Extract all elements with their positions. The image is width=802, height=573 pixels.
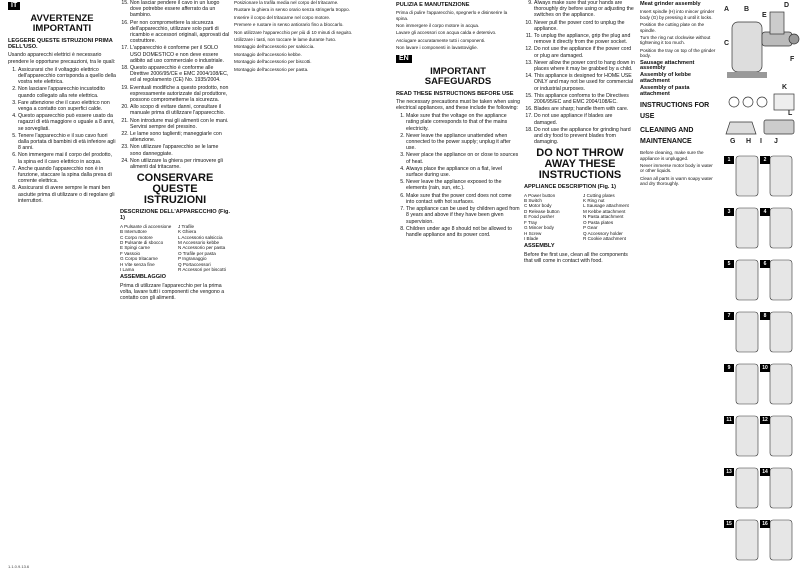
figure-letter: F [790, 56, 795, 63]
part-item: F Vassoio [120, 250, 141, 256]
paragraph-heading: Meat grinder assembly [640, 1, 701, 7]
safety-list-it [8, 67, 116, 204]
paragraph: Utilizzare i tasti, non toccare le lame durante l'uso. [234, 37, 337, 43]
part-item: O Pasta plates [583, 219, 614, 225]
paragraph: Position the cutting plate on the spindle. [640, 22, 705, 33]
intro-it: Usando apparecchi elettrici è necessario prendere le opportune precauzioni, tra le quali: [8, 52, 116, 65]
part-item: B Switch [524, 198, 542, 204]
list-item: 6. Make sure that the power cord does not come into contact with hot surfaces. [406, 193, 520, 205]
figures-panel [722, 0, 800, 573]
safety-list-en [396, 113, 520, 238]
part-item: H Screw [524, 230, 542, 236]
list-item: 5. Tenere l'apparecchio e il suo cavo fuori dalla portata di bambini di età inferiore agli 8 anni. [18, 133, 116, 152]
paragraph: Premere e ruotare in senso antiorario fino a bloccarlo. [234, 22, 344, 28]
subtitle-it: LEGGERE QUESTE ISTRUZIONI PRIMA DELL'USO. [8, 38, 113, 51]
list-item: 21. Non introdurre mai gli alimenti con le mani. Servirsi sempre del pressino. [130, 118, 230, 130]
assembly-text-it: Prima di utilizzare l'apparecchio per la prima volta, lavare tutti i componenti che vengono a contatto con gli alimenti. [120, 282, 225, 301]
part-item: N Pasta attachment [583, 214, 624, 220]
cleaning-title-it: PULIZIA E MANUTENZIONE [396, 2, 470, 8]
section-title-en: DO NOT THROW AWAY THESE INSTRUCTIONS [536, 147, 624, 182]
paragraph-heading: Assembly of kebbe attachment [640, 72, 691, 84]
paragraph: Asciugare accuratamente tutti i componenti. [396, 37, 486, 43]
part-item: M Accessorio kebbe [178, 239, 220, 245]
figure-number: 9 [724, 364, 734, 372]
list-item: 7. The appliance can be used by children aged from 8 years and above if they have been given supervision. [406, 206, 520, 225]
part-item: L Sausage attachment [583, 203, 629, 209]
part-item: R Cookie attachment [583, 235, 626, 241]
section-title-it: CONSERVARE QUESTE ISTRUZIONI [136, 172, 214, 207]
figure-letter: H [746, 138, 752, 145]
figure-number: 2 [760, 156, 770, 164]
list-item: 12. Do not use the appliance if the power cord or plug are damaged. [534, 46, 636, 58]
paragraph: Turn the ring nut clockwise without tightening it too much. [640, 35, 711, 46]
paragraph: Lavare gli accessori con acqua calda e detersivo. [396, 30, 497, 36]
parts-list-it [120, 224, 230, 273]
list-item: 24. Non utilizzare la ghiera per rimuovere gli alimenti dal tritacarne. [130, 158, 230, 170]
part-item: K Ghiera [178, 229, 197, 235]
list-item: 8. Assicurarsi di avere sempre le mani ben asciutte prima di utilizzare o di regolare gli interruttori. [18, 185, 116, 204]
list-item: 2. Never leave the appliance unattended when connected to the power supply; unplug it after use. [406, 133, 520, 152]
list-item: 4. Questo apparecchio può essere usato da ragazzi di età maggiore o uguale a 8 anni, se sorvegliati. [18, 113, 116, 132]
column-en-2 [524, 0, 636, 573]
part-item: G Corpo tritacarne [120, 256, 158, 262]
list-item: 5. Never leave the appliance exposed to the elements (rain, sun, etc.). [406, 179, 520, 191]
list-item: 15. This appliance conforms to the Directives 2006/95/EC and EMC 2004/108/EC. [534, 93, 636, 105]
list-item: 8. Children under age 8 should not be allowed to handle appliance and its power cord. [406, 226, 520, 238]
list-item: 14. This appliance is designed for HOME USE ONLY and may not be used for commercial or industrial purposes. [534, 73, 636, 92]
list-item: 15. Non lasciar pendere il cavo in un luogo dove potrebbe essere afferrato da un bambino. [130, 0, 230, 19]
paragraph-heading: Sausage attachment assembly [640, 59, 695, 72]
figure-letter: A [724, 6, 730, 13]
list-item: 3. Never place the appliance on or close to sources of heat. [406, 152, 520, 164]
figure-letter: E [762, 12, 767, 19]
part-item: I Blade [524, 235, 539, 241]
part-item: G Mincer body [524, 225, 554, 231]
paragraph: Non utilizzare l'apparecchio per più di 10 minuti di seguito. [234, 29, 353, 35]
paragraph: Montaggio dell'accessorio per pasta. [234, 66, 309, 72]
paragraph: Insert spindle (H) into mincer grinder body (G) by pressing it until it locks. [640, 9, 715, 20]
figure-letter: I [760, 138, 762, 145]
figure-number: 13 [724, 468, 734, 476]
list-item: 23. Non utilizzare l'apparecchio se le lame sono danneggiate. [130, 144, 230, 156]
list-item: 20. Allo scopo di evitare danni, consultare il manuale prima di utilizzare l'apparecchio. [130, 104, 230, 116]
list-item: 16. Blades are sharp; handle them with care. [534, 106, 636, 112]
part-item: I Lama [120, 266, 135, 272]
list-item: 9. Always make sure that your hands are thoroughly dry before using or adjusting the switches on the appliance. [534, 0, 636, 19]
list-item: 4. Always place the appliance on a flat, level surface during use. [406, 166, 520, 178]
part-item: H Vite senza fine [120, 261, 155, 267]
figure-number: 3 [724, 208, 734, 216]
paragraph: Montaggio dell'accessorio per biscotti. [234, 59, 312, 65]
list-item: 16. Per non compromettere la sicurezza dell'apparecchio, utilizzare solo parti di ricambio e accessori originali, approvati dal costruttore. [130, 20, 230, 45]
column-it-en [396, 0, 520, 573]
paragraph: Never immerse motor body in water or other liquids. [640, 162, 713, 174]
title-en: IMPORTANT SAFEGUARDS [424, 65, 492, 87]
figure-letter: G [730, 138, 736, 145]
paragraph: Posizionare la trafila media nel corpo del tritacarne. [234, 0, 339, 5]
part-item: F Tray [524, 219, 538, 225]
list-item: 7. Anche quando l'apparecchio non è in funzione, staccare la spina dalla presa di corrente elettrica. [18, 166, 116, 185]
intro-en: The necessary precautions must be taken when using electrical appliances, and these include the following: [396, 98, 520, 112]
list-item: 17. L'apparecchio è conforme per il SOLO USO DOMESTICO e non deve essere adibito ad uso commerciale o industriale. [130, 45, 230, 64]
figure-number: 5 [724, 260, 734, 268]
list-item: 18. Do not use the appliance for grinding hard and dry food to prevent blades from damaging. [534, 127, 636, 146]
language-tab-it: IT [8, 2, 20, 10]
list-item: 10. Never pull the power cord to unplug the appliance. [534, 20, 636, 32]
paragraph-heading: Assembly of pasta attachment [640, 85, 690, 97]
list-item: 19. Eventuali modifiche a questo prodotto, non espressamente autorizzate dal produttore, possono comprometterne la sicurezza. [130, 85, 230, 104]
part-item: J Trafile [178, 223, 195, 229]
meat-grinder-diagram [722, 2, 800, 152]
assembly-title-it: ASSEMBLAGGIO [120, 274, 166, 281]
paragraph: Montaggio dell'accessorio per salsiccia. [234, 44, 315, 50]
list-item: 2. Non lasciare l'apparecchio incustodito quando collegato alla rete elettrica. [18, 86, 116, 98]
part-item: A Power button [524, 192, 556, 198]
list-item: 3. Fare attenzione che il cavo elettrico non venga a contatto con superfici calde. [18, 100, 116, 112]
list-item: 18. Questo apparecchio è conforme alle Direttive 2006/95/CE e EMC 2004/108/EC, ed al regolamento (CE) No. 1935/2004. [130, 65, 230, 84]
part-item: C Motor body [524, 203, 552, 209]
section-title: INSTRUCTIONS FOR USE [640, 102, 710, 121]
list-item: 1. Make sure that the voltage on the appliance rating plate corresponds to that of the mains electricity. [406, 113, 520, 132]
paragraph: Before cleaning, make sure the appliance is unplugged. [640, 150, 704, 161]
part-item: P Gear [583, 225, 598, 231]
paragraph: Ruotare la ghiera in senso orario senza stringerla troppo. [234, 7, 350, 13]
column-it-3 [234, 0, 392, 573]
part-item: O Trafile per pasta [178, 250, 216, 256]
figure-number: 1 [724, 156, 734, 164]
part-item: M Kebbe attachment [583, 208, 626, 214]
subtitle-en: READ THESE INSTRUCTIONS BEFORE USE [396, 90, 514, 97]
parts-list-en [524, 193, 636, 242]
language-tab-en: EN [396, 55, 412, 63]
column-it-2 [120, 0, 230, 573]
figure-number: 7 [724, 312, 734, 320]
figure-number: 4 [760, 208, 770, 216]
figure-letter: B [744, 6, 750, 13]
assembly-title-en: ASSEMBLY [524, 243, 555, 250]
part-item: Q Portaccessori [178, 261, 211, 267]
part-item: E Food pusher [524, 214, 555, 220]
paragraph: Clean all parts in warm soapy water and dry thoroughly. [640, 175, 713, 187]
figure-letter: L [788, 110, 793, 117]
column-en-3 [640, 0, 718, 573]
paragraph: Prima di pulire l'apparecchio, spegnerlo e disinserire la spina. [396, 10, 508, 21]
parts-title-en: APPLIANCE DESCRIPTION (Fig. 1) [524, 184, 616, 191]
column-it-1 [8, 0, 116, 573]
part-item: B Interruttore [120, 229, 147, 235]
figure-number: 8 [760, 312, 770, 320]
figure-number: 12 [760, 416, 770, 424]
part-item: C Corpo motore [120, 234, 153, 240]
figure-number: 16 [760, 520, 770, 528]
figure-number: 6 [760, 260, 770, 268]
figure-letter: K [782, 84, 788, 91]
figure-number: 11 [724, 416, 734, 424]
paragraph: Inserire il corpo del tritacarne nel corpo motore. [234, 14, 331, 20]
part-item: P Ingranaggio [178, 256, 207, 262]
part-item: J Cutting plates [583, 192, 615, 198]
paragraph: Position the tray on top of the grinder body. [640, 47, 716, 59]
list-item: 1. Assicurarsi che il voltaggio elettrico dell'apparecchio corrisponda a quello della vostra rete elettrica. [18, 67, 116, 86]
part-item: E Spingi carne [120, 245, 150, 251]
figure-number: 15 [724, 520, 734, 528]
figure-number: 10 [760, 364, 770, 372]
safety-list-it-2 [120, 0, 230, 170]
list-item: 6. Non immergere mai il corpo del prodotto, la spina ed il cavo elettrico in acqua. [18, 152, 116, 164]
paragraph: Montaggio dell'accessorio kebbe. [234, 51, 302, 57]
part-item: D Pulsante di sbocco [120, 239, 164, 245]
list-item: 22. Le lame sono taglienti; maneggiarle con attenzione. [130, 131, 230, 143]
part-item: R Accessori per biscotti [178, 266, 226, 272]
paragraph: Non immergere il corpo motore in acqua. [396, 23, 480, 29]
part-item: A Pulsante di accensione [120, 223, 172, 229]
part-item: N Accessorio per pasta [178, 245, 226, 251]
figure-number: 14 [760, 468, 770, 476]
parts-title-it: DESCRIZIONE DELL'APPARECCHIO (Fig. 1) [120, 209, 230, 222]
assembly-text-en: Before the first use, clean all the components that will come in contact with food. [524, 251, 628, 264]
figure-letter: C [724, 40, 730, 47]
section-title: CLEANING AND MAINTENANCE [640, 127, 694, 146]
part-item: L Accessorio salsiccia [178, 234, 223, 240]
figure-letter: J [774, 138, 778, 145]
footer-code: 1.1.0.9.13.6 [8, 564, 30, 569]
list-item: 13. Never allow the power cord to hang down in places where it may be grabbed by a child. [534, 60, 636, 72]
list-item: 11. To unplug the appliance, grip the plug and remove it directly from the power socket. [534, 33, 636, 45]
list-item: 17. Do not use appliance if blades are damaged. [534, 113, 636, 125]
paragraph: Non lavare i componenti in lavastoviglie. [396, 45, 478, 51]
part-item: D Release button [524, 208, 560, 214]
safety-list-en-2 [524, 0, 636, 145]
part-item: K Ring nut [583, 198, 605, 204]
part-item: Q Accessory holder [583, 230, 623, 236]
title-it: AVVERTENZE IMPORTANTI [30, 13, 94, 34]
figure-letter: D [784, 2, 790, 9]
